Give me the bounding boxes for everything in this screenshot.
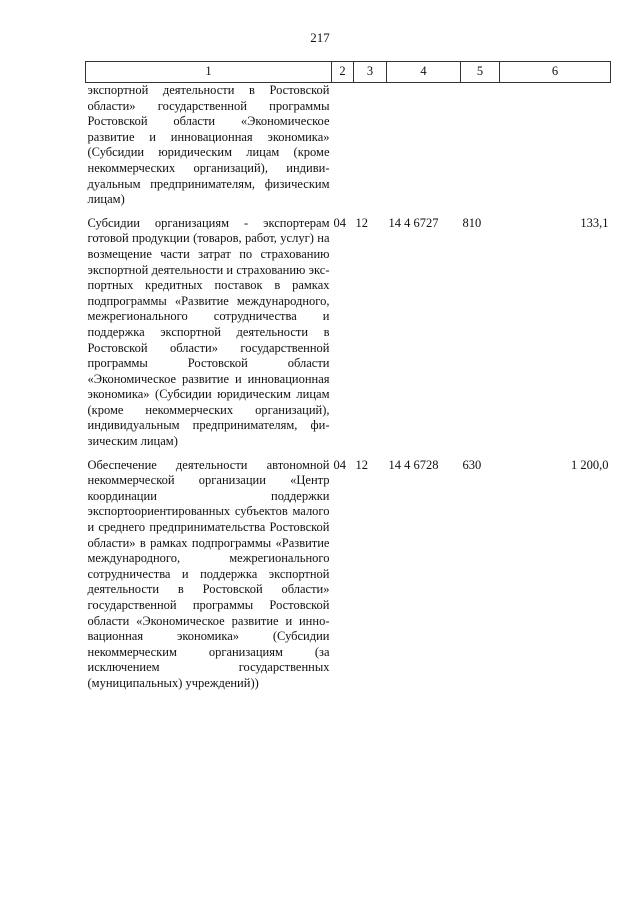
- table-row: [86, 83, 611, 208]
- row-description: экспортной деятельности в Ростовской области» государственной программы Ростовской области «Экономическое развитие и инновационная экономика» (Субсидии юридическим лицам (кроме некоммерческих организаций), индивидуальным предпринимателям, физическим лицам): [87, 83, 330, 207]
- table-row: [86, 208, 611, 450]
- header-col-3: 3: [354, 62, 387, 83]
- header-col-5: 5: [461, 62, 500, 83]
- row-amount: 1 200,0: [571, 457, 609, 472]
- header-col-4: 4: [387, 62, 461, 83]
- row-expense-type: 630: [462, 457, 482, 472]
- row-expense-type: 810: [462, 215, 482, 230]
- row-section: 04: [333, 457, 346, 472]
- header-col-2: 2: [332, 62, 354, 83]
- page-number: 217: [310, 30, 330, 45]
- row-subsection: [354, 83, 387, 208]
- row-amount: 133,1: [580, 215, 609, 230]
- row-target-article: [387, 83, 461, 208]
- header-col-6: 6: [500, 62, 611, 83]
- row-description: Субсидии организациям - экспортерам готовой продукции (товаров, работ, услуг) на возмещение части затрат по страхованию экспортной деятельности и страхованию экспортных кредитных поставок в рамках подпрограммы «Развитие международного, межрегионального сотрудничества и поддержка экспортной деятельности в Ростовской области» государственной программы Ростовской области «Экономическое развитие и инновационная экономика» (Субсидии юридическим лицам (кроме некоммерческих организаций), индивидуальным предпринимателям, физическим лицам): [87, 215, 330, 449]
- row-section: [332, 83, 354, 208]
- row-amount: [500, 83, 611, 208]
- row-target-article: 14 4 6728: [388, 457, 439, 472]
- header-row: [86, 62, 611, 83]
- row-section: 04: [333, 215, 346, 230]
- header-col-1: 1: [86, 62, 332, 83]
- row-expense-type: [461, 83, 500, 208]
- row-subsection: 12: [355, 215, 368, 230]
- budget-table: [85, 61, 611, 692]
- row-target-article: 14 4 6727: [388, 215, 439, 230]
- row-subsection: 12: [355, 457, 368, 472]
- row-description: Обеспечение деятельности автономной некоммерческой организации «Центр координации поддержки экспортоориентированных субъектов малого и среднего предпринимательства Ростовской области» в рамках подпрограммы «Развитие международного, межрегионального сотрудничества и поддержка экспортной деятельности в Ростовской области» государственной программы Ростовской области «Экономическое развитие и инновационная экономика» (Субсидии некоммерческим организациям (за исключением государственных (муниципальных) учреждений)): [87, 457, 330, 690]
- table-row: [86, 450, 611, 692]
